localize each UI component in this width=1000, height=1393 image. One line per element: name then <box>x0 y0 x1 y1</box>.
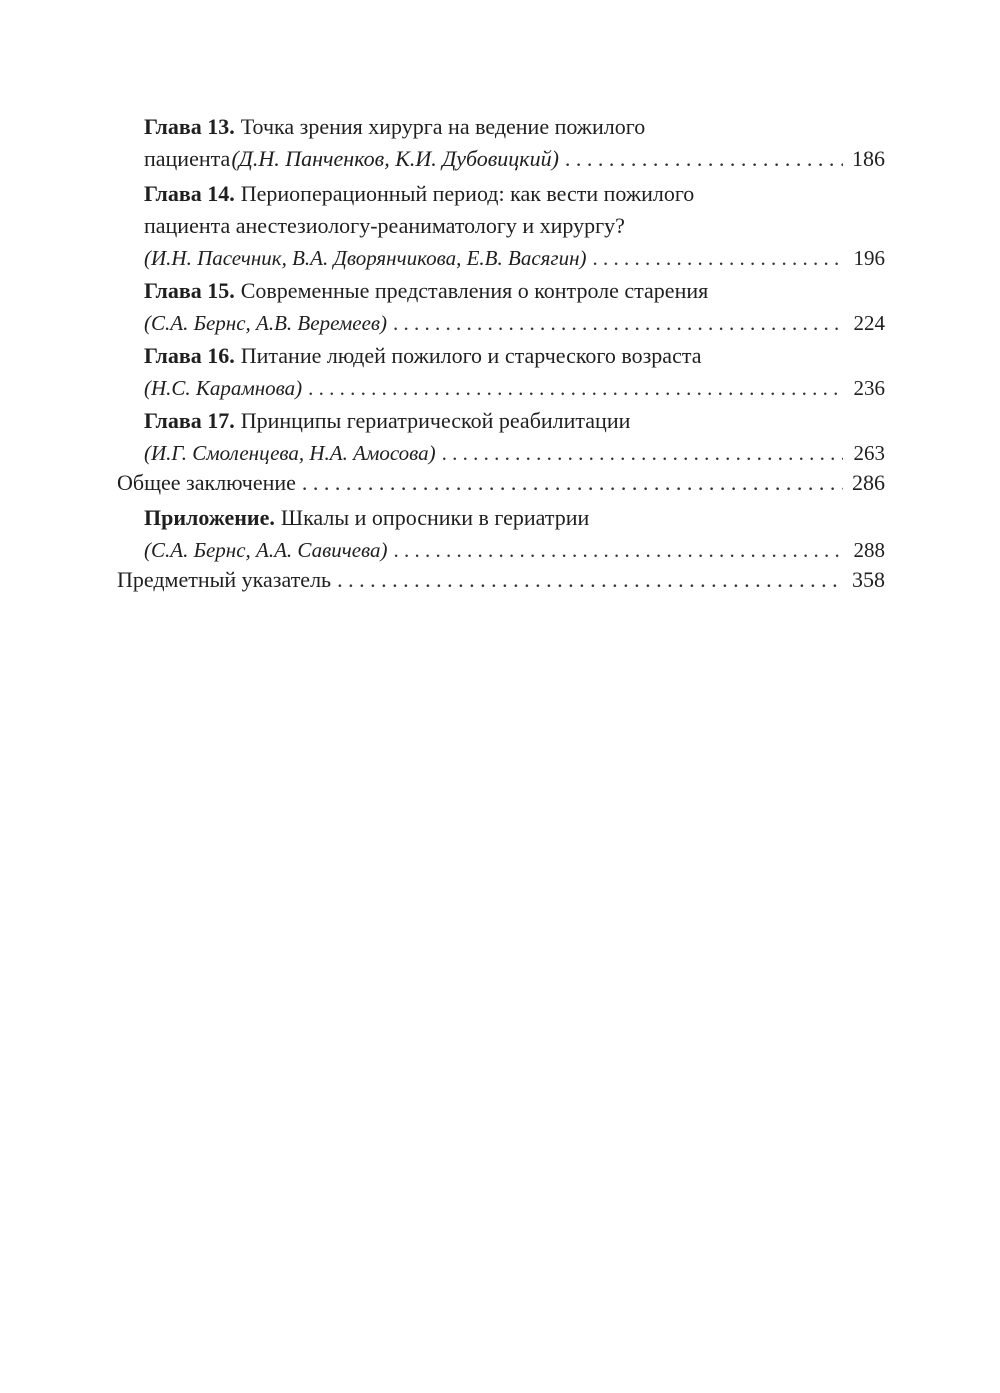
toc-author-line <box>144 437 885 467</box>
toc-entry-chapter-15[interactable] <box>117 275 885 337</box>
appendix-authors: (С.А. Бернс, А.А. Савичева) <box>144 538 388 562</box>
chapter-title-continued: пациента анестезиологу-реаниматологу и хирургу? <box>144 213 625 238</box>
toc-title-line <box>117 564 885 596</box>
chapter-label: Глава 15. <box>144 278 235 303</box>
table-of-contents <box>117 111 885 596</box>
toc-author-line <box>144 534 885 564</box>
page-number: 286 <box>852 470 885 495</box>
chapter-authors: (С.А. Бернс, А.В. Веремеев) <box>144 311 388 335</box>
chapter-authors: (И.Г. Смоленцева, Н.А. Амосова) <box>144 441 436 465</box>
appendix-title: Шкалы и опросники в гериатрии <box>280 505 590 530</box>
toc-entry-chapter-16[interactable] <box>117 340 885 402</box>
chapter-label: Глава 14. <box>144 181 235 206</box>
appendix-label: Приложение. <box>144 505 275 530</box>
chapter-authors: (И.Н. Пасечник, В.А. Дворянчикова, Е.В. Васягин) <box>144 246 587 270</box>
toc-author-line <box>144 372 885 402</box>
chapter-title: Современные представления о контроле старения <box>240 278 709 303</box>
chapter-title: Принципы гериатрической реабилитации <box>240 408 631 433</box>
chapter-title: Питание людей пожилого и старческого возраста <box>240 343 702 368</box>
chapter-authors: (Д.Н. Панченков, К.И. Дубовицкий) <box>231 146 559 171</box>
chapter-authors: (Н.С. Карамнова) <box>144 376 303 400</box>
toc-entry-conclusion[interactable] <box>117 467 885 499</box>
chapter-title-continued: пациента <box>144 146 231 171</box>
chapter-title: Точка зрения хирурга на ведение пожилого <box>240 114 646 139</box>
toc-title-line <box>144 275 885 307</box>
page-number: 263 <box>853 441 885 465</box>
chapter-label: Глава 13. <box>144 114 235 139</box>
toc-title-line <box>144 178 885 210</box>
page-number: 358 <box>852 567 885 592</box>
toc-entry-chapter-17[interactable] <box>117 405 885 467</box>
toc-entry-subject-index[interactable] <box>117 564 885 596</box>
page-number: 224 <box>853 311 885 335</box>
toc-title-line <box>144 340 885 372</box>
dot-leader <box>337 564 843 596</box>
toc-entry-chapter-14[interactable] <box>117 178 885 272</box>
toc-author-line <box>144 242 885 272</box>
dot-leader <box>393 307 843 339</box>
chapter-title: Периоперационный период: как вести пожилого <box>240 181 695 206</box>
toc-title-line <box>144 143 885 175</box>
toc-title-line <box>144 405 885 437</box>
toc-author-line <box>144 307 885 337</box>
dot-leader <box>394 534 844 566</box>
page-number: 236 <box>853 376 885 400</box>
toc-entry-chapter-13[interactable] <box>117 111 885 175</box>
toc-entry-appendix[interactable] <box>117 502 885 564</box>
section-title: Предметный указатель <box>117 567 332 592</box>
dot-leader <box>593 242 843 274</box>
page-number: 196 <box>853 246 885 270</box>
dot-leader <box>565 143 843 175</box>
toc-title-line <box>144 502 885 534</box>
dot-leader <box>308 372 843 404</box>
toc-title-line <box>117 467 885 499</box>
toc-title-line <box>144 210 885 242</box>
page-number: 186 <box>852 146 885 171</box>
chapter-label: Глава 17. <box>144 408 235 433</box>
section-title: Общее заключение <box>117 470 296 495</box>
dot-leader <box>442 437 843 469</box>
dot-leader <box>302 467 843 499</box>
chapter-label: Глава 16. <box>144 343 235 368</box>
toc-title-line <box>144 111 885 143</box>
page-number: 288 <box>853 538 885 562</box>
